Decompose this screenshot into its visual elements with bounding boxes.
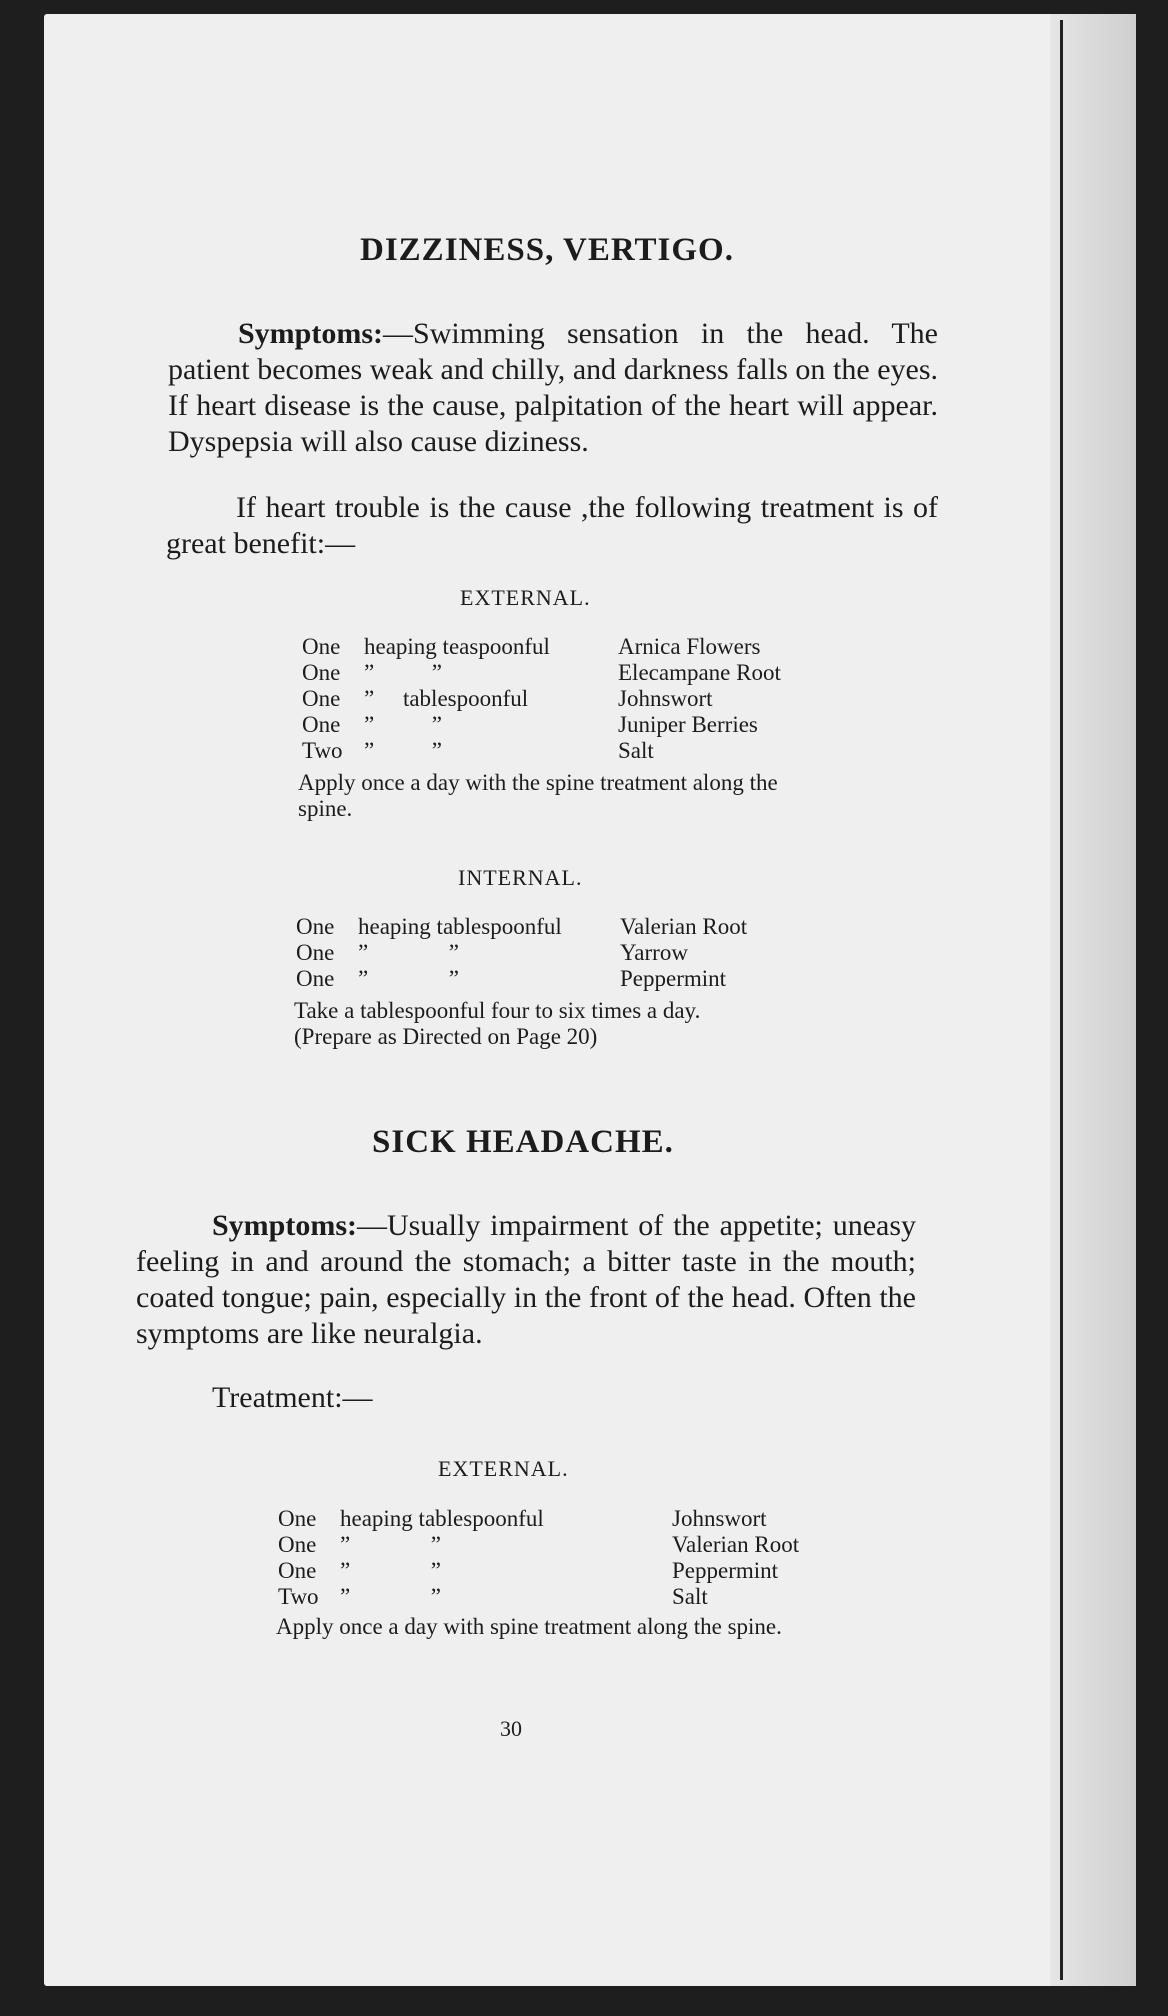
recipe-measure: ” ”	[364, 712, 442, 737]
recipe-qty: One	[302, 660, 341, 685]
symptoms-paragraph-headache	[136, 1208, 916, 1352]
recipe-qty: Two	[278, 1584, 319, 1609]
external-label: EXTERNAL.	[460, 585, 591, 610]
recipe-qty: One	[296, 914, 335, 939]
recipe-qty: One	[302, 686, 341, 711]
recipe-measure: heaping tablespoonful	[358, 914, 562, 939]
internal-recipe-table	[296, 914, 747, 992]
recipe-herb: Johnswort	[672, 1506, 767, 1531]
recipe-qty: Two	[302, 738, 343, 763]
recipe-herb: Juniper Berries	[618, 712, 758, 737]
recipe-measure: ” ”	[358, 966, 459, 991]
internal-note: Take a tablespoonful four to six times a day.	[294, 998, 701, 1023]
internal-label: INTERNAL.	[458, 865, 583, 890]
recipe-row	[296, 940, 747, 966]
internal-note-reference: (Prepare as Directed on Page 20)	[294, 1024, 598, 1049]
recipe-row	[278, 1584, 799, 1610]
recipe-herb: Peppermint	[672, 1558, 779, 1583]
recipe-row	[278, 1506, 799, 1532]
recipe-qty: One	[302, 712, 341, 737]
recipe-qty: One	[278, 1506, 317, 1531]
recipe-measure: ” ”	[340, 1558, 441, 1583]
recipe-row	[302, 634, 781, 660]
section-title-sick-headache: SICK HEADACHE.	[372, 1124, 674, 1160]
external-recipe-table	[302, 634, 781, 764]
symptoms-text: —Usually impairment of the appetite; uneasy feeling in and around the stomach; a bitter taste in the mouth; coated tongue; pain, especially in the front of the head. Often the symptoms are like neuralgia.	[136, 1209, 916, 1350]
recipe-herb: Elecampane Root	[618, 660, 781, 685]
recipe-herb: Johnswort	[618, 686, 713, 711]
symptoms-label: Symptoms:	[238, 317, 384, 350]
recipe-row	[302, 712, 781, 738]
treatment-label: Treatment:—	[212, 1381, 373, 1414]
recipe-measure: ” tablespoonful	[364, 686, 529, 711]
recipe-herb: Salt	[672, 1584, 708, 1609]
recipe-herb: Yarrow	[620, 940, 688, 965]
external-note: Apply once a day with the spine treatment along the spine.	[298, 770, 778, 821]
recipe-measure: heaping teaspoonful	[364, 634, 550, 659]
recipe-row	[296, 966, 747, 992]
recipe-row	[302, 686, 781, 712]
recipe-qty: One	[302, 634, 341, 659]
recipe-qty: One	[278, 1532, 317, 1557]
recipe-herb: Valerian Root	[672, 1532, 800, 1557]
binding-line	[1060, 20, 1063, 1980]
recipe-qty: One	[278, 1558, 317, 1583]
treatment-intro: If heart trouble is the cause ,the following treatment is of great benefit:—	[166, 491, 938, 560]
recipe-row	[302, 660, 781, 686]
recipe-measure: ” ”	[358, 940, 459, 965]
recipe-qty: One	[296, 966, 335, 991]
recipe-measure: ” ”	[364, 660, 442, 685]
symptoms-text: —Swimming sensation in the head. The patient becomes weak and chilly, and darkness falls on the eyes. If heart disease is the cause, palpitation of the heart will appear. Dyspepsia will also cause diziness.	[168, 317, 938, 458]
recipe-row	[278, 1558, 799, 1584]
headache-external-note: Apply once a day with spine treatment along the spine.	[276, 1614, 782, 1639]
recipe-measure: heaping tablespoonful	[340, 1506, 544, 1531]
external-label-headache: EXTERNAL.	[438, 1456, 569, 1481]
symptoms-paragraph-dizziness	[168, 316, 938, 460]
recipe-row	[278, 1532, 799, 1558]
recipe-row	[302, 738, 781, 764]
section-title-dizziness: DIZZINESS, VERTIGO.	[360, 232, 734, 268]
recipe-herb: Valerian Root	[620, 914, 748, 939]
recipe-row	[296, 914, 747, 940]
page-number: 30	[500, 1716, 522, 1741]
recipe-herb: Salt	[618, 738, 654, 763]
recipe-measure: ” ”	[340, 1532, 441, 1557]
recipe-qty: One	[296, 940, 335, 965]
recipe-measure: ” ”	[340, 1584, 441, 1609]
symptoms-label: Symptoms:	[212, 1209, 358, 1242]
headache-recipe-table	[278, 1506, 799, 1610]
recipe-measure: ” ”	[364, 738, 442, 763]
recipe-herb: Peppermint	[620, 966, 727, 991]
recipe-herb: Arnica Flowers	[618, 634, 761, 659]
